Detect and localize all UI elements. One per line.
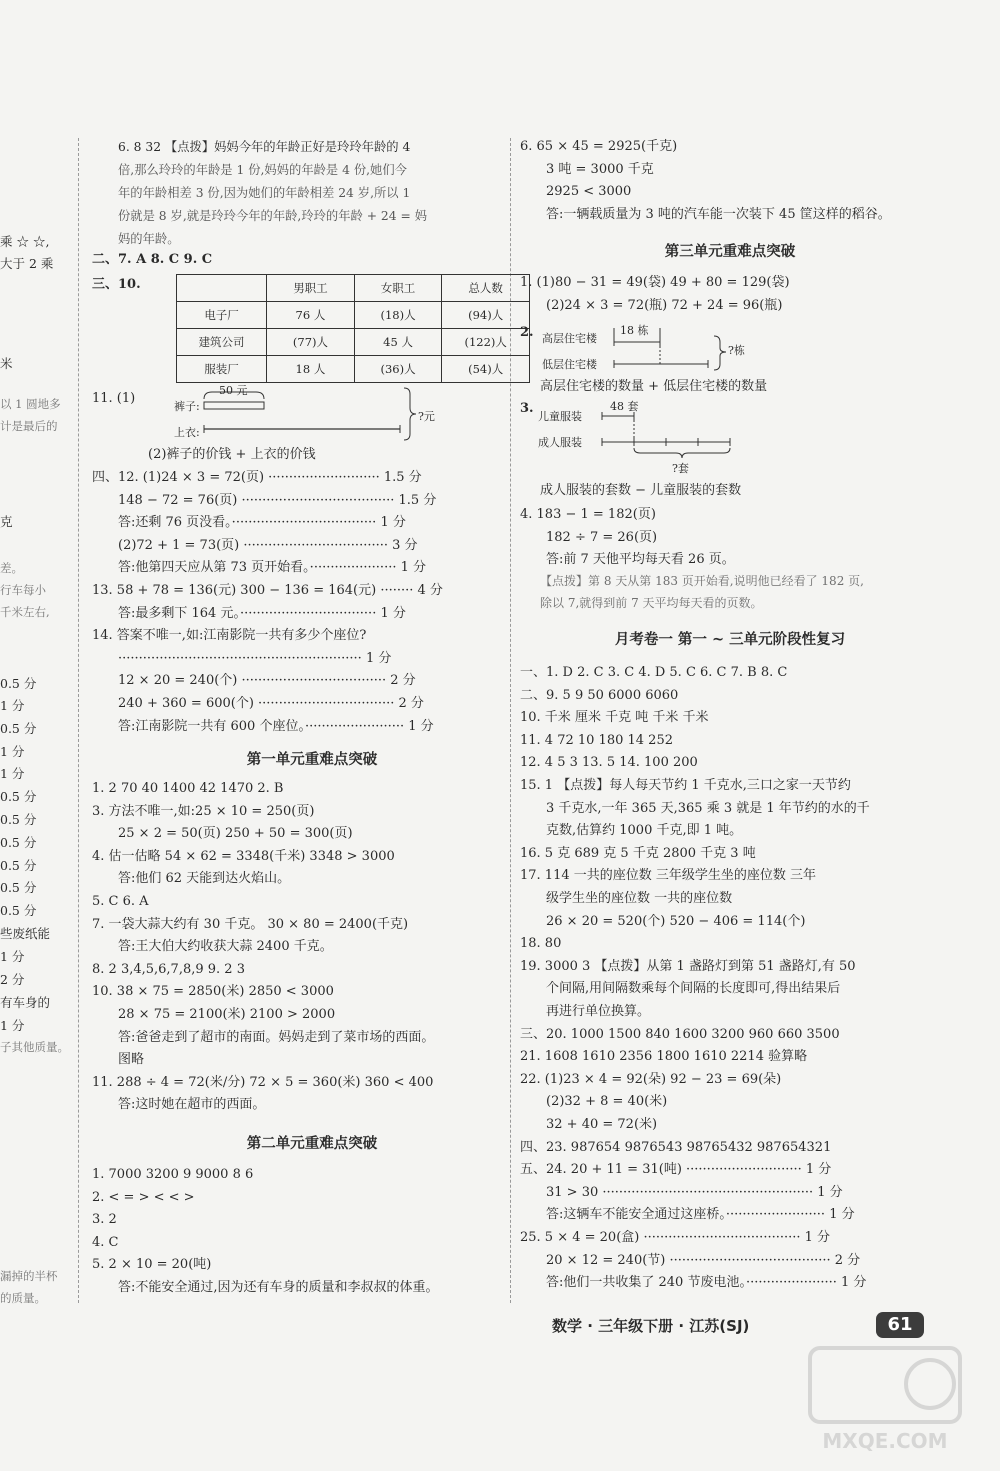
table-cell: (122)人 (442, 329, 530, 356)
exam-line: 个间隔,用间隔数乘每个间隔的长度即可,得出结果后 (546, 981, 841, 997)
q3-diff-brace (634, 448, 730, 458)
answer-line: 答:江南影院一共有 600 个座位。························ 1 分 (118, 718, 434, 734)
exam-line: 级学生坐的座位数 一共的座位数 (546, 891, 733, 906)
q11-label: 11. (1) (92, 391, 136, 406)
table-row (177, 302, 530, 329)
unit1-line: 5. C 6. A (92, 894, 149, 909)
gutter-fragment-text: 差。 (0, 561, 23, 575)
q10-label: 三、10. (92, 277, 141, 292)
q6-line: 3 吨 = 3000 千克 (546, 161, 654, 177)
exam-line: (2)32 + 8 = 40(米) (546, 1094, 668, 1110)
exam-line: 11. 4 72 10 180 14 252 (520, 732, 673, 748)
q11-total-label: ?元 (418, 410, 435, 423)
answer-line: 答:他第四天应从第 73 页开始看。····················· 1 分 (118, 560, 427, 576)
gutter-fragment-text: 1 分 (0, 1018, 25, 1033)
q3-answer: 成人服装的套数 − 儿童服装的套数 (540, 483, 742, 498)
q11-line-diagram (172, 384, 442, 444)
q2-answer: 高层住宅楼的数量 + 低层住宅楼的数量 (540, 379, 768, 394)
unit2-line: 5. 2 × 10 = 20(吨) (92, 1257, 212, 1273)
exam-line: 22. (1)23 × 4 = 92(朵) 92 − 23 = 69(朵) (520, 1071, 782, 1087)
q6-line: 答:一辆载质量为 3 吨的汽车能一次装下 45 筐这样的稻谷。 (546, 206, 891, 222)
q6-line: 倍,那么玲玲的年龄是 1 份,妈妈的年龄是 4 份,她们今 (118, 163, 407, 177)
left-gutter-fragment (0, 0, 72, 1310)
page-number: 61 (876, 1312, 924, 1338)
gutter-fragment-text: 1 分 (0, 744, 25, 759)
unit1-line: 3. 方法不唯一,如:25 × 10 = 250(页) (92, 803, 315, 819)
exam-line: 18. 80 (520, 936, 562, 952)
table-header-cell: 女职工 (354, 275, 442, 302)
table-cell: 电子厂 (177, 302, 267, 329)
unit1-line: 8. 2 3,4,5,6,7,8,9 9. 2 3 (92, 961, 245, 977)
exam-line: 答:他们一共收集了 240 节废电池。······················ 1 分 (546, 1275, 867, 1291)
unit1-line: 7. 一袋大蒜大约有 30 千克。 30 × 80 = 2400(千克) (92, 916, 409, 932)
footer-label: 数学 · 三年级下册 · 江苏(SJ) (552, 1317, 750, 1335)
unit3-line: 182 ÷ 7 = 26(页) (546, 529, 658, 545)
table-cell: 18 人 (267, 356, 355, 383)
note-line: 【点拨】第 8 天从第 183 页开始看,说明他已经看了 182 页, (540, 574, 864, 588)
exam-line: 21. 1608 1610 2356 1800 1610 2214 验算略 (520, 1049, 808, 1065)
exam-line: 答:这辆车不能安全通过这座桥。························ 1 分 (546, 1207, 855, 1223)
table-header-cell (177, 275, 267, 302)
q2-total-brace (714, 336, 726, 370)
exam-line: 四、23. 987654 9876543 98765432 987654321 (520, 1139, 832, 1155)
note-line: 除以 7,就得到前 7 天平均每天看的页数。 (540, 596, 763, 610)
gutter-fragment-text: 有车身的 (0, 995, 51, 1010)
gutter-fragment-text: 漏掉的半杯 (0, 1269, 58, 1283)
q3-label: 3. (520, 401, 534, 416)
exam-line: 17. 114 一共的座位数 三年级学生坐的座位数 三年 (520, 868, 817, 884)
gutter-fragment-text: 2 分 (0, 972, 25, 987)
unit1-line: 答:爸爸走到了超市的南面。妈妈走到了菜市场的西面。 (118, 1029, 435, 1045)
unit2-line: 答:不能安全通过,因为还有车身的质量和李叔叔的体重。 (118, 1280, 439, 1295)
q3-total-label: ?套 (672, 462, 689, 475)
gutter-fragment-text: 1 分 (0, 949, 25, 964)
q2-label: 2. (520, 325, 534, 340)
table-cell: (94)人 (442, 302, 530, 329)
answer-line: 13. 58 + 78 = 136(元) 300 − 136 = 164(元) ········ 4 分 (92, 583, 443, 598)
table-cell: (36)人 (354, 356, 442, 383)
q11-price-label: 50 元 (219, 384, 248, 397)
q10-table (176, 274, 530, 383)
q6-line: 妈的年龄。 (118, 232, 180, 246)
answer-line: 四、12. (1)24 × 3 = 72(页) ··························· 1.5 分 (92, 470, 422, 485)
answer-line: ··························································· 1 分 (118, 650, 392, 666)
gutter-fragment-text: 千米左右, (0, 605, 50, 619)
q3-adult-label: 成人服装 (538, 436, 582, 449)
unit3-line: 答:前 7 天他平均每天看 26 页。 (546, 552, 735, 568)
q2-low-label: 低层住宅楼 (542, 358, 597, 371)
q11-total-brace (404, 388, 416, 440)
gutter-fragment-text: 些废纸能 (0, 926, 51, 941)
gutter-fragment-text: 大于 2 乘 (0, 256, 54, 271)
q6-line: 6. 65 × 45 = 2925(千克) (520, 139, 678, 154)
unit3-title: 第三单元重难点突破 (664, 243, 796, 260)
table-cell: 服装厂 (177, 356, 267, 383)
answer-line: 240 + 360 = 600(个) ································· 2 分 (118, 696, 424, 711)
gutter-fragment-text: 0.5 分 (0, 721, 37, 736)
q6-line: 6. 8 32 【点拨】妈妈今年的年龄正好是玲玲年龄的 4 (118, 140, 411, 154)
unit2-title: 第二单元重难点突破 (246, 1135, 378, 1152)
exam-line: 16. 5 克 689 克 5 千克 2800 千克 3 吨 (520, 845, 756, 861)
gutter-fragment-text: 0.5 分 (0, 789, 37, 804)
exam-line: 32 + 40 = 72(米) (546, 1117, 658, 1132)
column-1 (92, 136, 507, 1306)
gutter-fragment-text: 0.5 分 (0, 835, 37, 850)
unit1-line: 4. 估一估略 54 × 62 = 3348(千米) 3348 > 3000 (92, 848, 395, 864)
q3-child-label: 儿童服装 (538, 410, 582, 423)
q11-coat-label: 上衣: (174, 426, 200, 439)
exam-line: 三、20. 1000 1500 840 1600 3200 960 660 3500 (520, 1026, 840, 1042)
q6-line: 2925 < 3000 (546, 184, 632, 200)
answer-line: 14. 答案不唯一,如:江南影院一共有多少个座位? (92, 628, 367, 644)
unit1-line: 10. 38 × 75 = 2850(米) 2850 < 3000 (92, 984, 334, 1000)
table-row (177, 329, 530, 356)
gutter-fragment-text: 以 1 圆地多 (0, 397, 61, 411)
exam-line: 31 > 30 ··················································· 1 分 (546, 1184, 843, 1200)
unit1-line: 28 × 75 = 2100(米) 2100 > 2000 (118, 1007, 336, 1022)
table-cell: 45 人 (354, 329, 442, 356)
exam-line: 26 × 20 = 520(个) 520 − 406 = 114(个) (546, 913, 806, 929)
q11-pants-bar (204, 402, 264, 409)
gutter-fragment-text: 0.5 分 (0, 676, 37, 691)
table-cell: 76 人 (267, 302, 355, 329)
q2-high-label: 高层住宅楼 (542, 332, 597, 345)
table-cell: (54)人 (442, 356, 530, 383)
q11-part2: (2)裤子的价钱 + 上衣的价钱 (148, 447, 316, 462)
gutter-fragment-text: 1 分 (0, 766, 25, 781)
gutter-fragment-text: 的质量。 (0, 1291, 46, 1305)
q2-18-label: 18 栋 (620, 324, 649, 337)
unit1-line: 答:这时她在超市的西面。 (118, 1097, 266, 1113)
answer-line: 答:还剩 76 页没看。··································· 1 分 (118, 515, 406, 531)
exam-line: 3 千克水,一年 365 天,365 乘 3 就是 1 年节约的水的千 (546, 800, 870, 816)
gutter-fragment-text: 计是最后的 (0, 419, 58, 433)
unit1-line: 答:他们 62 天能到达火焰山。 (118, 871, 291, 887)
table-header-cell: 总人数 (442, 275, 530, 302)
exam-line: 10. 千米 厘米 千克 吨 千米 千米 (520, 710, 709, 726)
q6-block (118, 136, 508, 251)
unit3-line: (2)24 × 3 = 72(瓶) 72 + 24 = 96(瓶) (546, 297, 783, 313)
watermark-text: MXQE.COM (822, 1429, 948, 1453)
exam-line: 二、9. 5 9 50 6000 6060 (520, 687, 679, 703)
unit2-line: 3. 2 (92, 1212, 117, 1228)
gutter-fragment-text: 0.5 分 (0, 880, 37, 895)
answer-line: 答:最多剩下 164 元。································· 1 分 (118, 605, 406, 621)
exam-line: 克数,估算约 1000 千克,即 1 吨。 (546, 823, 743, 839)
gutter-fragment-text: 子其他质量。 (0, 1040, 69, 1054)
exam-line: 19. 3000 3 【点拨】从第 1 盏路灯到第 51 盏路灯,有 50 (520, 958, 856, 974)
answer-line: 148 − 72 = 76(页) ····································· 1.5 分 (118, 492, 437, 508)
gutter-fragment-text: 米 (0, 356, 13, 371)
exam-line: 12. 4 5 3 13. 5 14. 100 200 (520, 755, 698, 771)
unit1-line: 答:王大伯大约收获大蒜 2400 千克。 (118, 939, 333, 955)
table-row (177, 356, 530, 383)
unit2-line: 2. < = > < < > (92, 1189, 195, 1205)
watermark-logo (800, 1340, 970, 1460)
gutter-fragment-text: 乘 ☆ ☆, (0, 234, 50, 249)
table-header-cell: 男职工 (267, 275, 355, 302)
gutter-fragment-text: 1 分 (0, 698, 25, 713)
unit1-line: 图略 (118, 1052, 145, 1068)
unit2-line: 1. 7000 3200 9 9000 8 6 (92, 1167, 254, 1182)
q2-total-label: ?栋 (728, 344, 745, 357)
gutter-fragment-text: 0.5 分 (0, 812, 37, 827)
unit1-line: 25 × 2 = 50(页) 250 + 50 = 300(页) (118, 826, 353, 842)
q6-line: 年的年龄相差 3 份,因为她们的年龄相差 24 岁,所以 1 (118, 186, 411, 200)
q7-answers: 二、7. A 8. C 9. C (92, 252, 213, 267)
q3-48-label: 48 套 (610, 400, 639, 413)
exam-line: 25. 5 × 4 = 20(盒) ······································ 1 分 (520, 1230, 831, 1245)
exam-line: 15. 1 【点拨】每人每天节约 1 千克水,三口之家一天节约 (520, 778, 851, 793)
q6-line: 份就是 8 岁,就是玲玲今年的年龄,玲玲的年龄 + 24 = 妈 (118, 209, 427, 223)
exam-line: 一、1. D 2. C 3. C 4. D 5. C 6. C 7. B 8. C (520, 665, 788, 680)
exam-title: 月考卷一 第一 ~ 三单元阶段性复习 (614, 631, 846, 648)
gutter-fragment-text: 0.5 分 (0, 903, 37, 918)
column-2 (520, 136, 940, 1306)
unit1-line: 1. 2 70 40 1400 42 1470 2. B (92, 781, 284, 796)
exam-line: 五、24. 20 + 11 = 31(吨) ···························· 1 分 (520, 1162, 832, 1178)
table-cell: (77)人 (267, 329, 355, 356)
q11-pants-label: 裤子: (174, 400, 200, 413)
unit2-line: 4. C (92, 1234, 119, 1250)
gutter-fragment-text: 克 (0, 514, 13, 529)
table-cell: 建筑公司 (177, 329, 267, 356)
unit3-line: 1. (1)80 − 31 = 49(袋) 49 + 80 = 129(袋) (520, 275, 790, 290)
unit1-title: 第一单元重难点突破 (246, 751, 378, 768)
answer-line: 12 × 20 = 240(个) ··································· 2 分 (118, 673, 416, 689)
unit1-line: 11. 288 ÷ 4 = 72(米/分) 72 × 5 = 360(米) 360 < 400 (92, 1074, 434, 1090)
column-divider-left (78, 138, 79, 1303)
gutter-fragment-text: 行车每小 (0, 583, 46, 597)
exam-line: 再进行单位换算。 (546, 1004, 651, 1019)
table-cell: (18)人 (354, 302, 442, 329)
exam-line: 20 × 12 = 240(节) ······································· 2 分 (546, 1252, 861, 1268)
gutter-fragment-text: 0.5 分 (0, 858, 37, 873)
unit3-line: 4. 183 − 1 = 182(页) (520, 507, 656, 522)
answer-line: (2)72 + 1 = 73(页) ··································· 3 分 (118, 537, 418, 553)
